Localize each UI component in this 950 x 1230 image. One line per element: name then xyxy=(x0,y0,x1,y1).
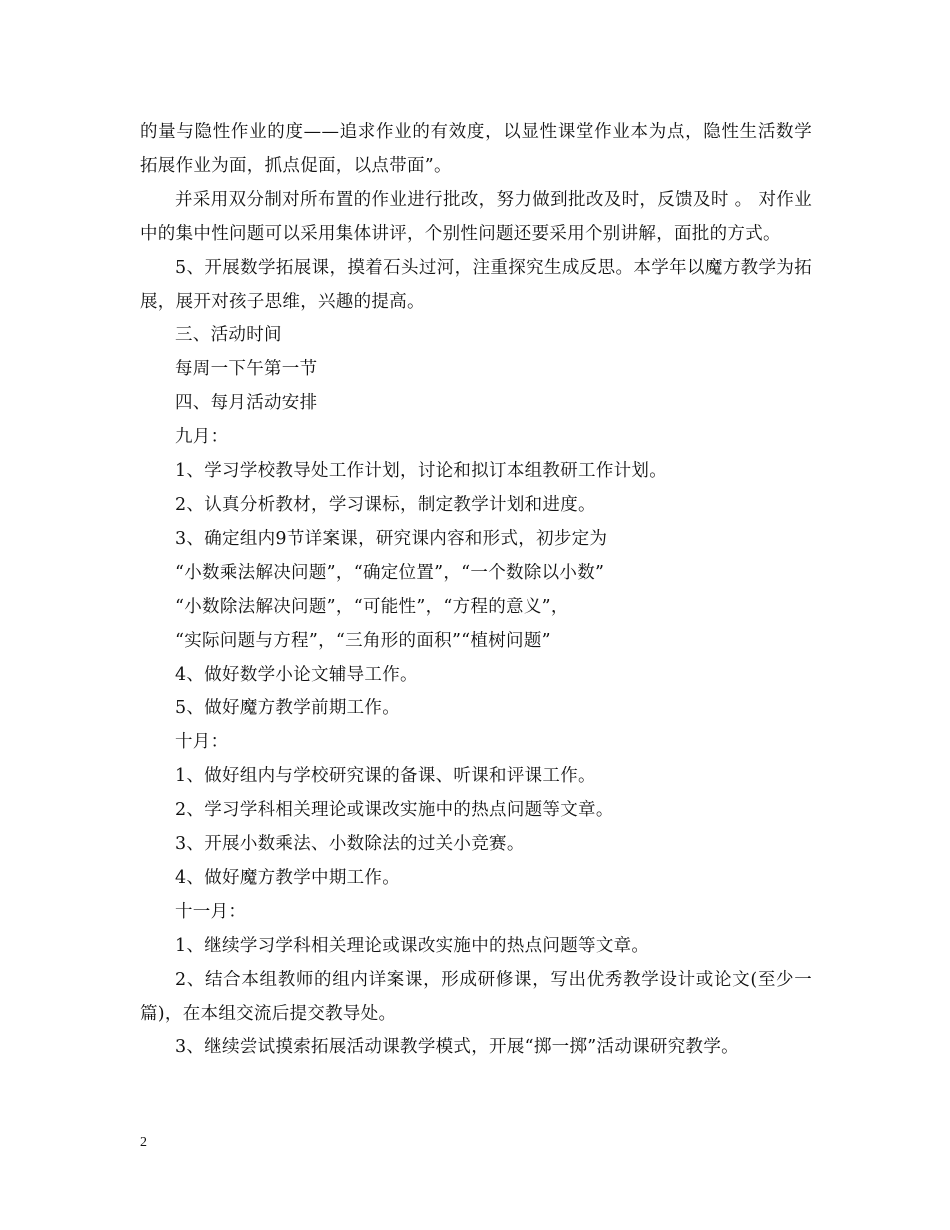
list-item: 5、做好魔方教学前期工作。 xyxy=(175,698,401,719)
list-item: 2、认真分析教材，学习课标，制定教学计划和进度。 xyxy=(175,494,596,515)
paragraph-research-lesson: 2、结合本组教师的组内详案课，形成研修课，写出优秀教学设计或论文(至少一篇)，在本组交流后提交教导处。 xyxy=(140,969,812,1024)
list-item: 2、学习学科相关理论或课改实施中的热点问题等文章。 xyxy=(175,800,614,821)
list-item: 3、开展小数乘法、小数除法的过关小竞赛。 xyxy=(175,834,525,855)
paragraph-grading-method: 并采用双分制对所布置的作业进行批改，努力做到批改及时，反馈及时 。 对作业中的集中性问题可以采用集体讲评，个别性问题还要采用个别讲解，面批的方式。 xyxy=(140,189,812,244)
list-item: “实际问题与方程”，“三角形的面积”“植树问题” xyxy=(175,630,551,651)
list-item: 3、继续尝试摸索拓展活动课教学模式，开展“掷一掷”活动课研究教学。 xyxy=(175,1037,739,1058)
page-number: 2 xyxy=(140,1135,147,1150)
list-item: “小数乘法解决问题”，“确定位置”，“一个数除以小数” xyxy=(175,562,605,583)
month-november: 十一月： xyxy=(175,901,247,922)
month-october: 十月： xyxy=(175,732,229,753)
list-item: 4、做好数学小论文辅导工作。 xyxy=(175,664,418,685)
paragraph-extension-class: 5、开展数学拓展课，摸着石头过河，注重探究生成反思。本学年以魔方教学为拓展，展开对孩子思维，兴趣的提高。 xyxy=(140,257,812,312)
list-item: 3、确定组内9节详案课，研究课内容和形式，初步定为 xyxy=(175,528,608,549)
list-item: 1、学习学校教导处工作计划，讨论和拟订本组教研工作计划。 xyxy=(175,461,668,482)
list-item: 1、做好组内与学校研究课的备课、听课和评课工作。 xyxy=(175,766,596,787)
heading-monthly-schedule: 四、每月活动安排 xyxy=(175,393,318,414)
list-item: 4、做好魔方教学中期工作。 xyxy=(175,867,401,888)
paragraph-homework-quality: 的量与隐性作业的度——追求作业的有效度，以显性课堂作业本为点，隐性生活数学拓展作业为面，抓点促面，以点带面”。 xyxy=(140,122,812,176)
heading-activity-time: 三、活动时间 xyxy=(175,325,282,346)
list-item: “小数除法解决问题”，“可能性”，“方程的意义”， xyxy=(175,596,569,617)
document-body xyxy=(140,116,812,1065)
list-item: 1、继续学习学科相关理论或课改实施中的热点问题等文章。 xyxy=(175,935,650,956)
month-september: 九月： xyxy=(175,427,229,448)
activity-time-value: 每周一下午第一节 xyxy=(175,359,318,380)
